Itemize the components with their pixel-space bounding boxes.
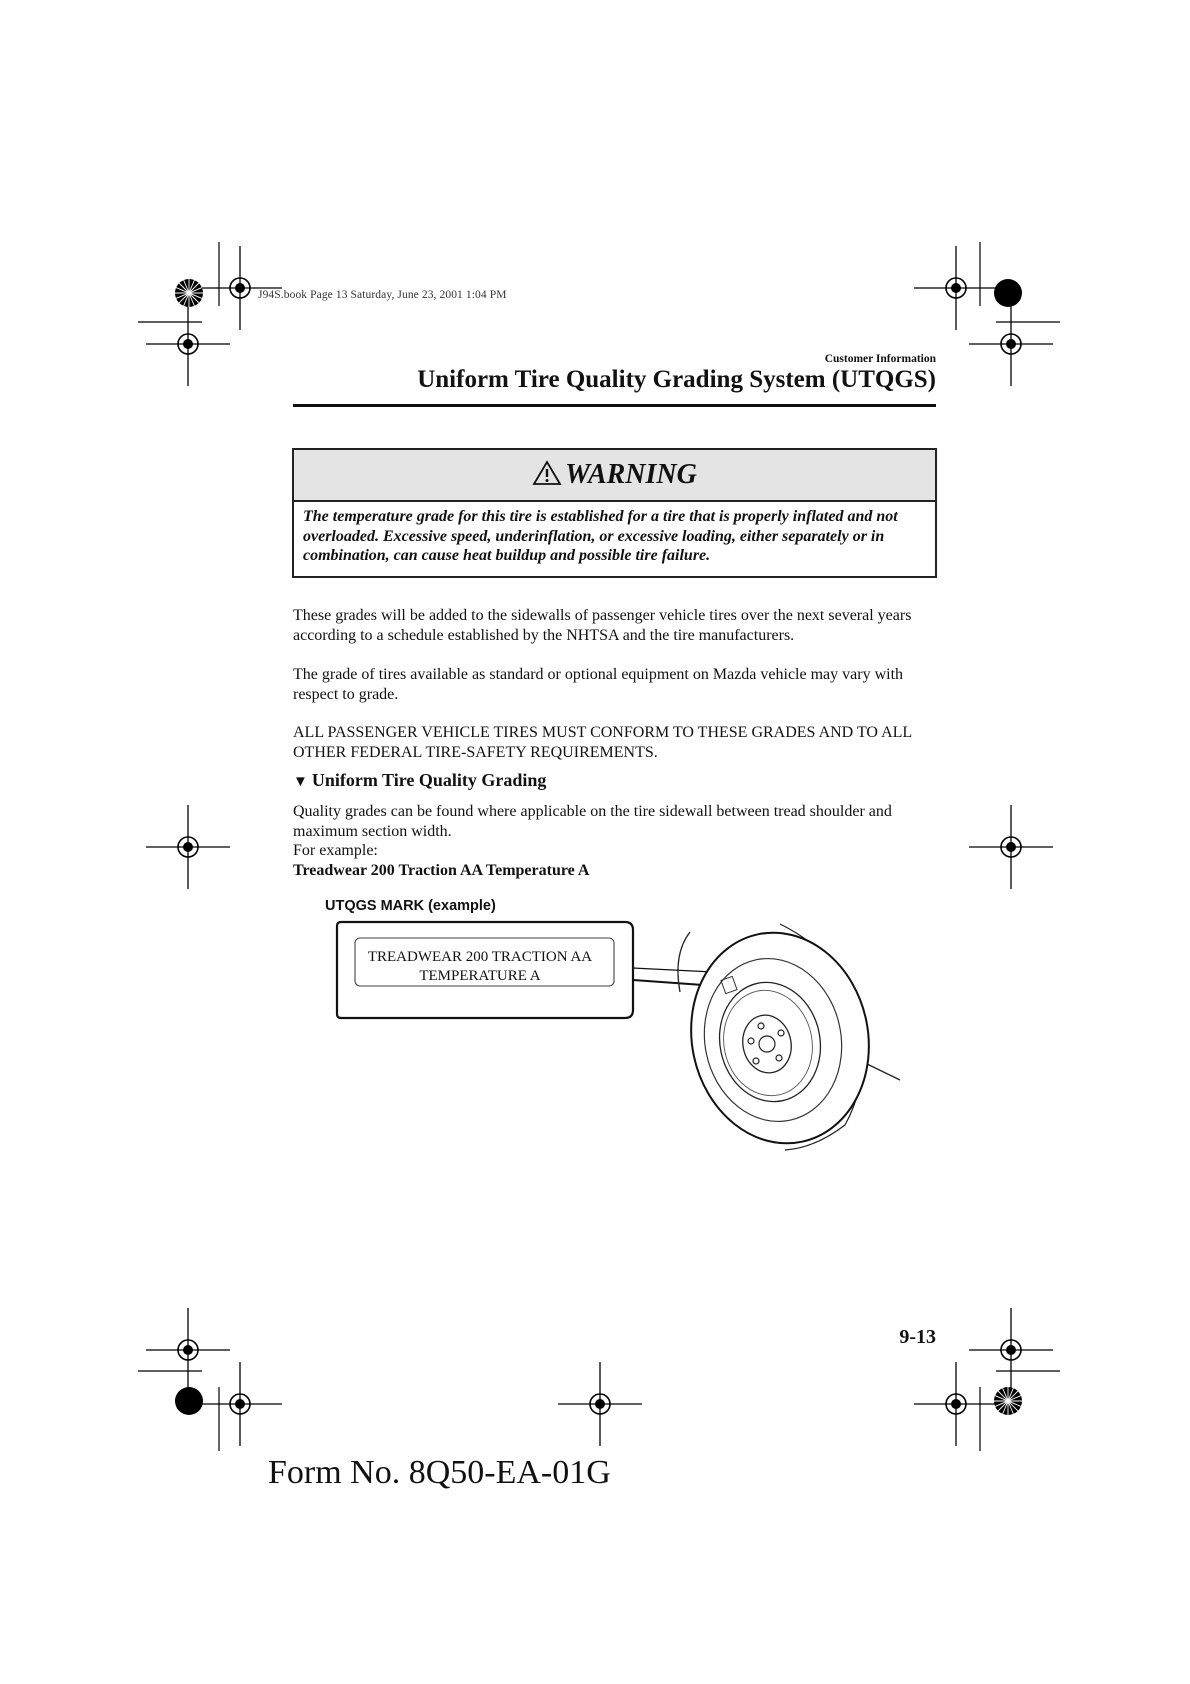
section-label: Customer Information	[824, 353, 936, 365]
quality-grades-text: Quality grades can be found where applicable on the tire sidewall between tread shoulder and maximum section width.	[293, 803, 892, 840]
utqgs-callout-text	[360, 948, 600, 986]
paragraph-sidewall-schedule: These grades will be added to the sidewalls of passenger vehicle tires over the next several years according to a schedule established by the NHTSA and the tire manufacturers.	[293, 607, 912, 644]
page-title: Uniform Tire Quality Grading System (UTQGS)	[417, 366, 936, 393]
paragraph-conformance: ALL PASSENGER VEHICLE TIRES MUST CONFORM TO THESE GRADES AND TO ALL OTHER FEDERAL TIRE-SAFETY REQUIREMENTS.	[293, 724, 912, 761]
warning-triangle-icon	[532, 460, 562, 486]
callout-line-1: TREADWEAR 200 TRACTION AA	[367, 949, 593, 965]
warning-text: The temperature grade for this tire is established for a tire that is properly inflated and not overloaded. Excessive speed, underinflation, or excessive loading, either separately or in combination, can cause heat buildup and possible tire failure.	[303, 508, 898, 564]
warning-title-text: WARNING	[565, 459, 697, 490]
triangle-marker-icon: ▼	[293, 774, 308, 790]
paragraph-grade-variation: The grade of tires available as standard or optional equipment on Mazda vehicle may vary with respect to grade.	[293, 666, 904, 703]
warning-header	[294, 450, 935, 502]
warning-title	[532, 459, 697, 490]
form-number: Form No. 8Q50-EA-01G	[268, 1454, 611, 1491]
warning-box	[292, 448, 937, 578]
figure-label: UTQGS MARK (example)	[325, 898, 496, 914]
subheading-text: Uniform Tire Quality Grading	[311, 770, 547, 790]
example-lead: For example:	[293, 842, 378, 859]
book-info-line: J94S.book Page 13 Saturday, June 23, 2001 1:04 PM	[258, 289, 507, 301]
subheading	[293, 770, 546, 791]
example-grades: Treadwear 200 Traction AA Temperature A	[293, 861, 590, 879]
title-rule	[293, 404, 936, 407]
paragraph-quality-grades	[293, 802, 943, 880]
callout-line-2: TEMPERATURE A	[419, 968, 541, 984]
page-number: 9-13	[899, 1326, 936, 1348]
